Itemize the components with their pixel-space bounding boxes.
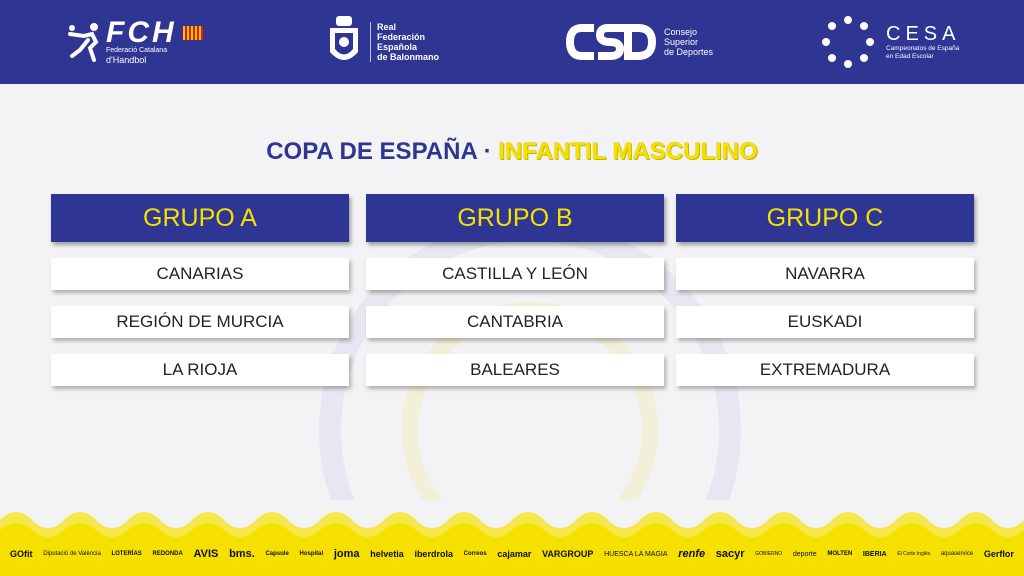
- team-row: [51, 258, 349, 290]
- fch-logo: [66, 12, 203, 72]
- group-name: GRUPO A: [143, 203, 257, 232]
- csd-line: de Deportes: [664, 47, 714, 57]
- sponsor-logo: Gerflor: [983, 549, 1014, 559]
- cesa-line1: Campeonatos de España: [886, 45, 960, 52]
- team-row: [676, 306, 974, 338]
- csd-mark-icon: [566, 20, 656, 64]
- team-name: EUSKADI: [787, 312, 863, 331]
- sponsor-logo: renfe: [678, 548, 706, 560]
- team-row: [676, 354, 974, 386]
- catalan-flag-icon: [183, 26, 203, 40]
- sponsor-logo: VARGROUP: [542, 549, 594, 559]
- cesa-logo: [820, 12, 960, 72]
- sponsor-logo: MOLTEN: [827, 551, 853, 557]
- title-separator: ·: [483, 138, 492, 165]
- sponsor-logo: Capsule: [265, 551, 289, 557]
- cesa-title: CESA: [886, 23, 961, 45]
- sponsor-logo: Correos: [463, 551, 487, 557]
- header-bar: [0, 0, 1024, 84]
- sponsor-logo: REDONDA: [152, 551, 183, 557]
- group-name: GRUPO B: [457, 203, 573, 232]
- group-header: [676, 194, 974, 242]
- team-name: NAVARRA: [785, 264, 865, 283]
- cesa-line2: en Edad Escolar: [886, 53, 934, 60]
- fch-line2: d'Handbol: [106, 55, 147, 65]
- sponsor-logo: HUESCA LA MAGIA: [604, 550, 668, 558]
- team-row: [366, 306, 664, 338]
- csd-line: Superior: [664, 37, 699, 47]
- sponsor-logo: iberdrola: [414, 549, 453, 559]
- rfebm-line: Real: [377, 22, 397, 32]
- team-name: CANARIAS: [156, 264, 244, 283]
- sponsor-logo: deporte: [792, 550, 817, 558]
- sponsor-logo: El Corte Inglés: [897, 551, 931, 557]
- sponsor-strip: [0, 540, 1024, 568]
- team-name: BALEARES: [470, 360, 560, 379]
- sponsor-logo: bms.: [229, 548, 255, 560]
- team-row: [51, 354, 349, 386]
- team-name: LA RIOJA: [162, 360, 238, 379]
- rfebm-line: Española: [377, 42, 418, 52]
- sponsor-logo: cajamar: [497, 549, 532, 559]
- sponsor-logo: joma: [333, 548, 360, 560]
- sponsor-logo: AVIS: [193, 548, 219, 560]
- group-name: GRUPO C: [766, 203, 884, 232]
- fch-wordmark: FCH: [106, 16, 177, 49]
- team-row: [676, 258, 974, 290]
- handball-player-icon: [66, 20, 106, 64]
- csd-logo: [566, 12, 713, 72]
- rfebm-crest-icon: [326, 14, 362, 70]
- team-name: EXTREMADURA: [759, 360, 891, 379]
- sponsor-logo: GOfit: [10, 549, 33, 559]
- group-c: [676, 194, 974, 386]
- team-row: [366, 258, 664, 290]
- group-header: [366, 194, 664, 242]
- group-header: [51, 194, 349, 242]
- team-row: [366, 354, 664, 386]
- team-name: CANTABRIA: [466, 312, 564, 331]
- team-row: [51, 306, 349, 338]
- sponsor-logo: IBERIA: [862, 550, 887, 558]
- sponsor-logo: sacyr: [715, 548, 745, 560]
- rfebm-line: Federación: [377, 32, 426, 42]
- sponsor-logo: helvetia: [370, 549, 404, 559]
- sponsor-logo: Diputació de València: [43, 551, 101, 557]
- rfebm-logo: [326, 12, 439, 72]
- page-title: [0, 138, 1024, 166]
- csd-line: Consejo: [664, 27, 698, 37]
- team-name: REGIÓN DE MURCIA: [116, 312, 284, 331]
- cesa-ring-icon: [820, 14, 876, 70]
- fch-line1: Federació Catalana: [106, 47, 168, 54]
- group-a: [51, 194, 349, 386]
- sponsor-logo: Hospital: [299, 551, 324, 557]
- sponsor-logo: aquaservice: [940, 551, 974, 557]
- group-b: [366, 194, 664, 386]
- title-category: INFANTIL MASCULINO: [498, 138, 758, 165]
- sponsor-logo: LOTERÍAS: [111, 551, 142, 557]
- rfebm-line: de Balonmano: [377, 52, 440, 62]
- sponsor-logo: GOBIERNO: [755, 551, 783, 557]
- title-competition: COPA DE ESPAÑA: [266, 138, 477, 165]
- team-name: CASTILLA Y LEÓN: [442, 264, 588, 283]
